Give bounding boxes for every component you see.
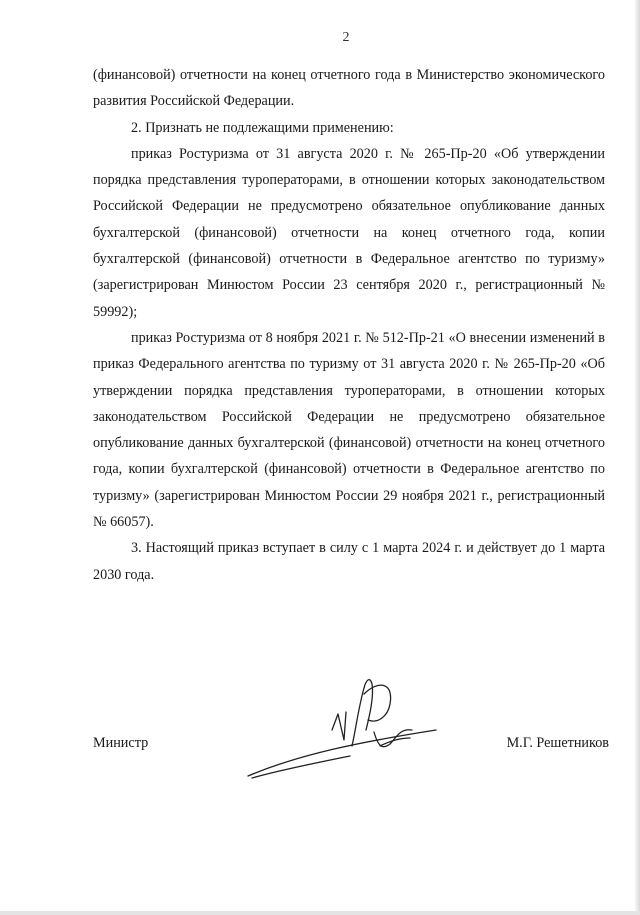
paragraph-order-512: приказ Ростуризма от 8 ноября 2021 г. № 512-Пр-21 «О внесении изменений в приказ Федерального агентства по туризму от 31 августа 2020 г. № 265-Пр-20 «Об утверждении порядка представления туроператорами, в отношении которых законодательством Российской Федерации не предусмотрено обязательное опубликование данных бухгалтерской (финансовой) отчетности на конец отчетного года, копии бухгалтерской (финансовой) отчетности в Федеральное агентство по туризму» (зарегистрирован Минюстом России 29 ноября 2021 г., регистрационный № 66057). bbox=[93, 329, 605, 531]
signer-name: М.Г. Решетников bbox=[506, 735, 609, 751]
paragraph-item-3: 3. Настоящий приказ вступает в силу с 1 марта 2024 г. и действует до 1 марта 2030 года. bbox=[93, 540, 605, 583]
page-number: 2 bbox=[342, 30, 350, 45]
handwritten-signature bbox=[240, 658, 440, 788]
scan-edge-shadow bbox=[634, 0, 640, 915]
document-body bbox=[93, 62, 605, 588]
scan-bottom-edge bbox=[0, 911, 640, 915]
paragraph-order-265: приказ Ростуризма от 31 августа 2020 г. № 265-Пр-20 «Об утверждении порядка представления туроператорами, в отношении которых законодательством Российской Федерации не предусмотрено обязательное опубликование данных бухгалтерской (финансовой) отчетности на конец отчетного года, копии бухгалтерской (финансовой) отчетности в Федеральное агентство по туризму» (зарегистрирован Минюстом России 23 сентября 2020 г., регистрационный № 59992); bbox=[93, 145, 605, 320]
paragraph-continuation: (финансовой) отчетности на конец отчетного года в Министерство экономического развития Российской Федерации. bbox=[93, 67, 605, 110]
paragraph-item-2: 2. Признать не подлежащими применению: bbox=[131, 119, 394, 136]
signer-position: Министр bbox=[93, 735, 149, 751]
